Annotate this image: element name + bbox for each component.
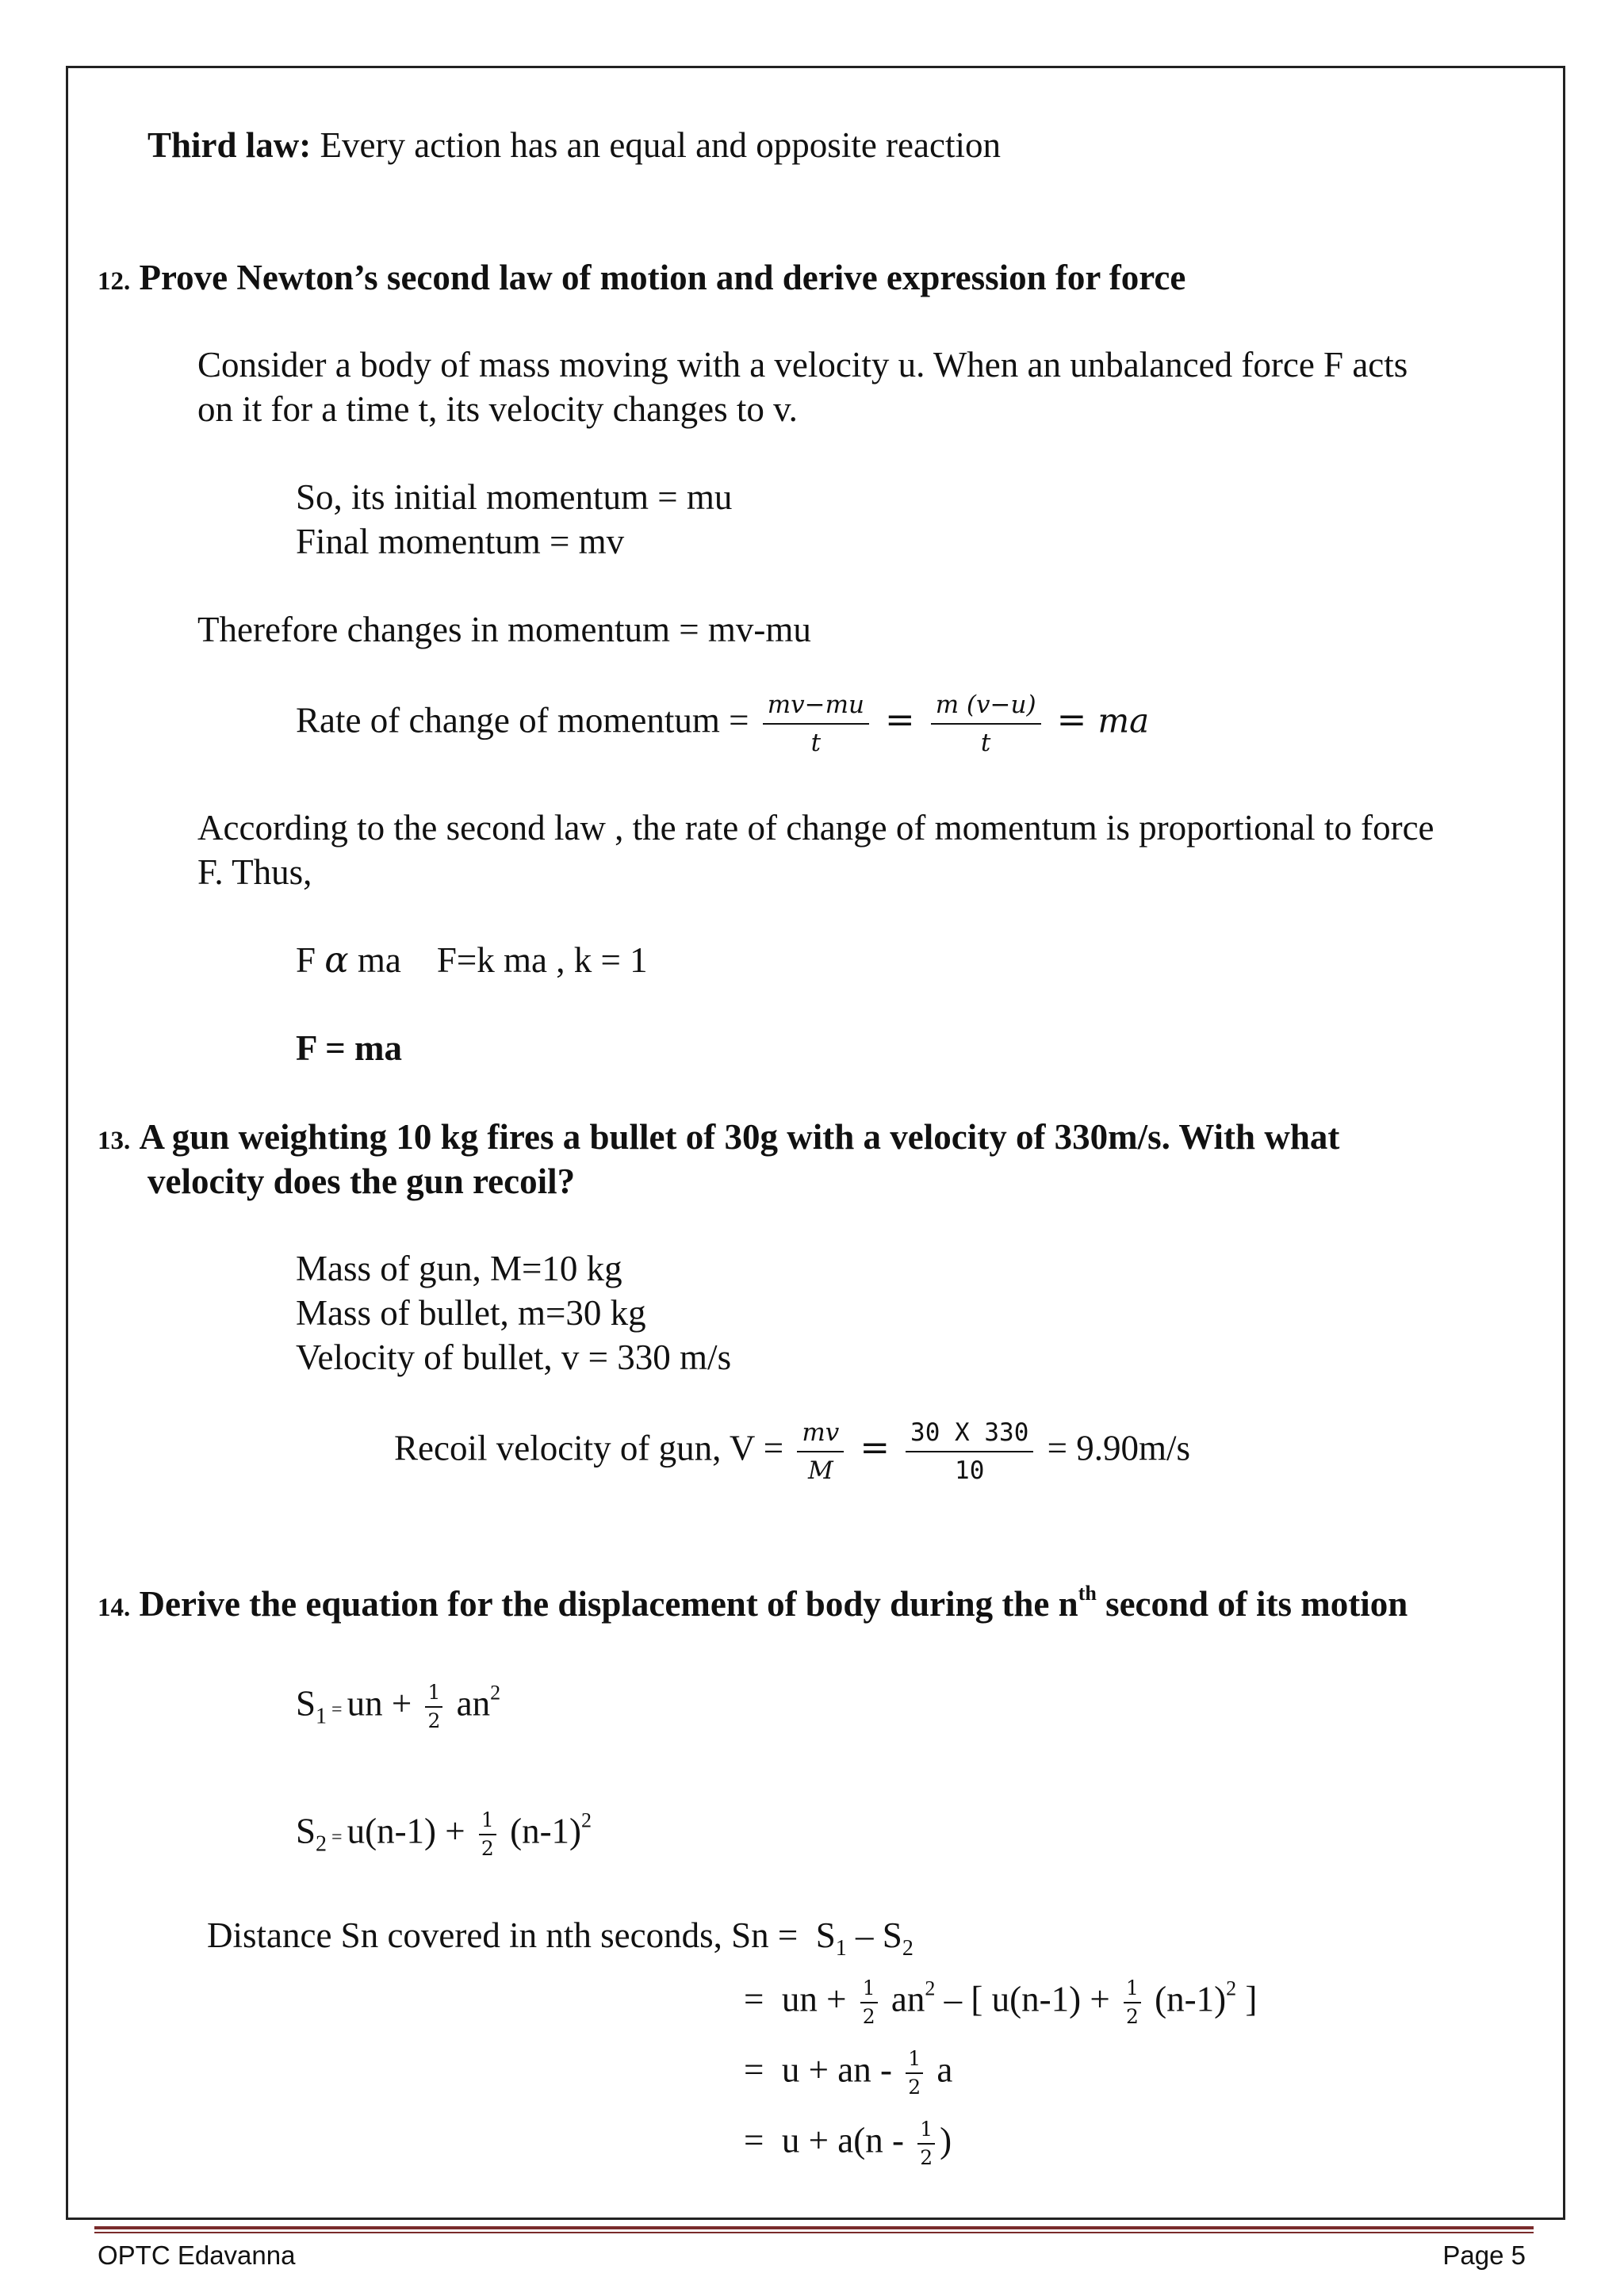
q13-number: 13. [98, 1127, 131, 1155]
q12-according-2: F. Thus, [197, 852, 312, 892]
q14-step-2: = u + an - $\frac{1}{2}$ a [744, 2047, 953, 2099]
q12-prop-rest: ma F=k ma , k = 1 [348, 940, 648, 980]
q14-heading [98, 1582, 1408, 1630]
q13-recoil-label: Recoil velocity of gun, V = [394, 1428, 793, 1468]
q14-distance-line: Distance Sn covered in nth seconds, $Sn = S_1 - S_2$ [207, 1915, 914, 1961]
half-fraction: $\frac{1}{2}$ [906, 2047, 923, 2099]
q12-final-momentum: Final momentum = mv [296, 522, 625, 561]
q12-rate-fraction-2 [931, 690, 1041, 758]
q13-fraction-2 [906, 1418, 1033, 1486]
q12-number: 12. [98, 267, 131, 296]
q14-step-1: = un + $\frac{1}{2}$ $an^2$ – [ u(n-1) + $\frac{1}{2}$ $(n-1)^2$ ] [744, 1976, 1258, 2028]
q12-title: Prove Newton’s second law of motion and derive expression for force [139, 258, 1186, 297]
q12-prop-f: F [296, 940, 325, 980]
half-fraction: $\frac{1}{2}$ [479, 1808, 496, 1861]
q12-result: F = ma [296, 1028, 402, 1068]
q13-mass-gun: Mass of gun, M=10 kg [296, 1249, 622, 1288]
q12-rate-equation [296, 690, 1149, 758]
alpha-symbol: α [324, 939, 349, 981]
half-fraction: $\frac{1}{2}$ [425, 1681, 442, 1733]
q12-heading [98, 255, 1185, 304]
half-fraction: $\frac{1}{2}$ [917, 2118, 935, 2170]
q13-title-1: A gun weighting 10 kg fires a bullet of 30g with a velocity of 330m/s. With what [139, 1117, 1340, 1157]
fraction-denominator: t [810, 729, 822, 757]
q14-s2-equation: $S_2 = u(n-1)$ + $\frac{1}{2}$ $(n-1)^2$ [296, 1808, 592, 1860]
q13-recoil-equation [394, 1418, 1190, 1486]
q13-fraction-1 [797, 1418, 844, 1486]
q14-title: Derive the equation for the displacement of body during the $n^{th}$ second of its motion [139, 1582, 1408, 1624]
half-fraction: $\frac{1}{2}$ [860, 1976, 878, 2029]
third-law-label: Third law: [147, 125, 312, 165]
fraction-numerator: m (v−u) [931, 690, 1041, 725]
q12-proportionality [296, 938, 648, 982]
fraction-numerator: mv−mu [763, 690, 869, 725]
equals-sign: = [884, 698, 915, 741]
q12-rate-fraction-1 [763, 690, 869, 758]
footer-page-number: Page 5 [1442, 2241, 1526, 2270]
fraction-denominator: 10 [955, 1456, 985, 1485]
q12-intro-1: Consider a body of mass moving with a velocity u. When an unbalanced force F acts [197, 345, 1408, 385]
equals-sign: = [860, 1426, 891, 1469]
third-law-text: Every action has an equal and opposite reaction [311, 125, 1001, 165]
q12-rate-result: ma [1097, 701, 1150, 740]
equals-sign: = [1056, 698, 1087, 741]
q13-heading [98, 1115, 1339, 1163]
q14-number: 14. [98, 1594, 131, 1622]
fraction-denominator: t [980, 729, 991, 757]
q14-step-3: = u + a(n - $\frac{1}{2}$ ) [744, 2118, 952, 2169]
q13-velocity-bullet: Velocity of bullet, v = 330 m/s [296, 1337, 732, 1377]
q12-according-1: According to the second law , the rate of change of momentum is proportional to force [197, 808, 1434, 848]
fraction-numerator: 30 X 330 [906, 1418, 1033, 1452]
fraction-numerator: mv [797, 1418, 844, 1452]
q13-mass-bullet: Mass of bullet, m=30 kg [296, 1293, 646, 1333]
q13-title-2: velocity does the gun recoil? [147, 1161, 576, 1201]
q12-change-momentum: Therefore changes in momentum = mv-mu [197, 610, 811, 649]
fraction-denominator: M [807, 1456, 833, 1485]
q12-rate-label: Rate of change of momentum = [296, 700, 758, 740]
q14-s1-equation: $S_1$ = un + $\frac{1}{2}$ $an^2$ [296, 1681, 501, 1732]
q12-initial-momentum: So, its initial momentum = mu [296, 477, 733, 517]
footer-left: OPTC Edavanna [98, 2241, 296, 2270]
third-law-line [147, 123, 1001, 167]
q13-result: = 9.90m/s [1038, 1428, 1191, 1468]
footer-rule [94, 2226, 1534, 2229]
half-fraction: $\frac{1}{2}$ [1124, 1976, 1141, 2029]
q12-intro-2: on it for a time t, its velocity changes to v. [197, 389, 798, 429]
footer-rule-thin [94, 2232, 1534, 2233]
